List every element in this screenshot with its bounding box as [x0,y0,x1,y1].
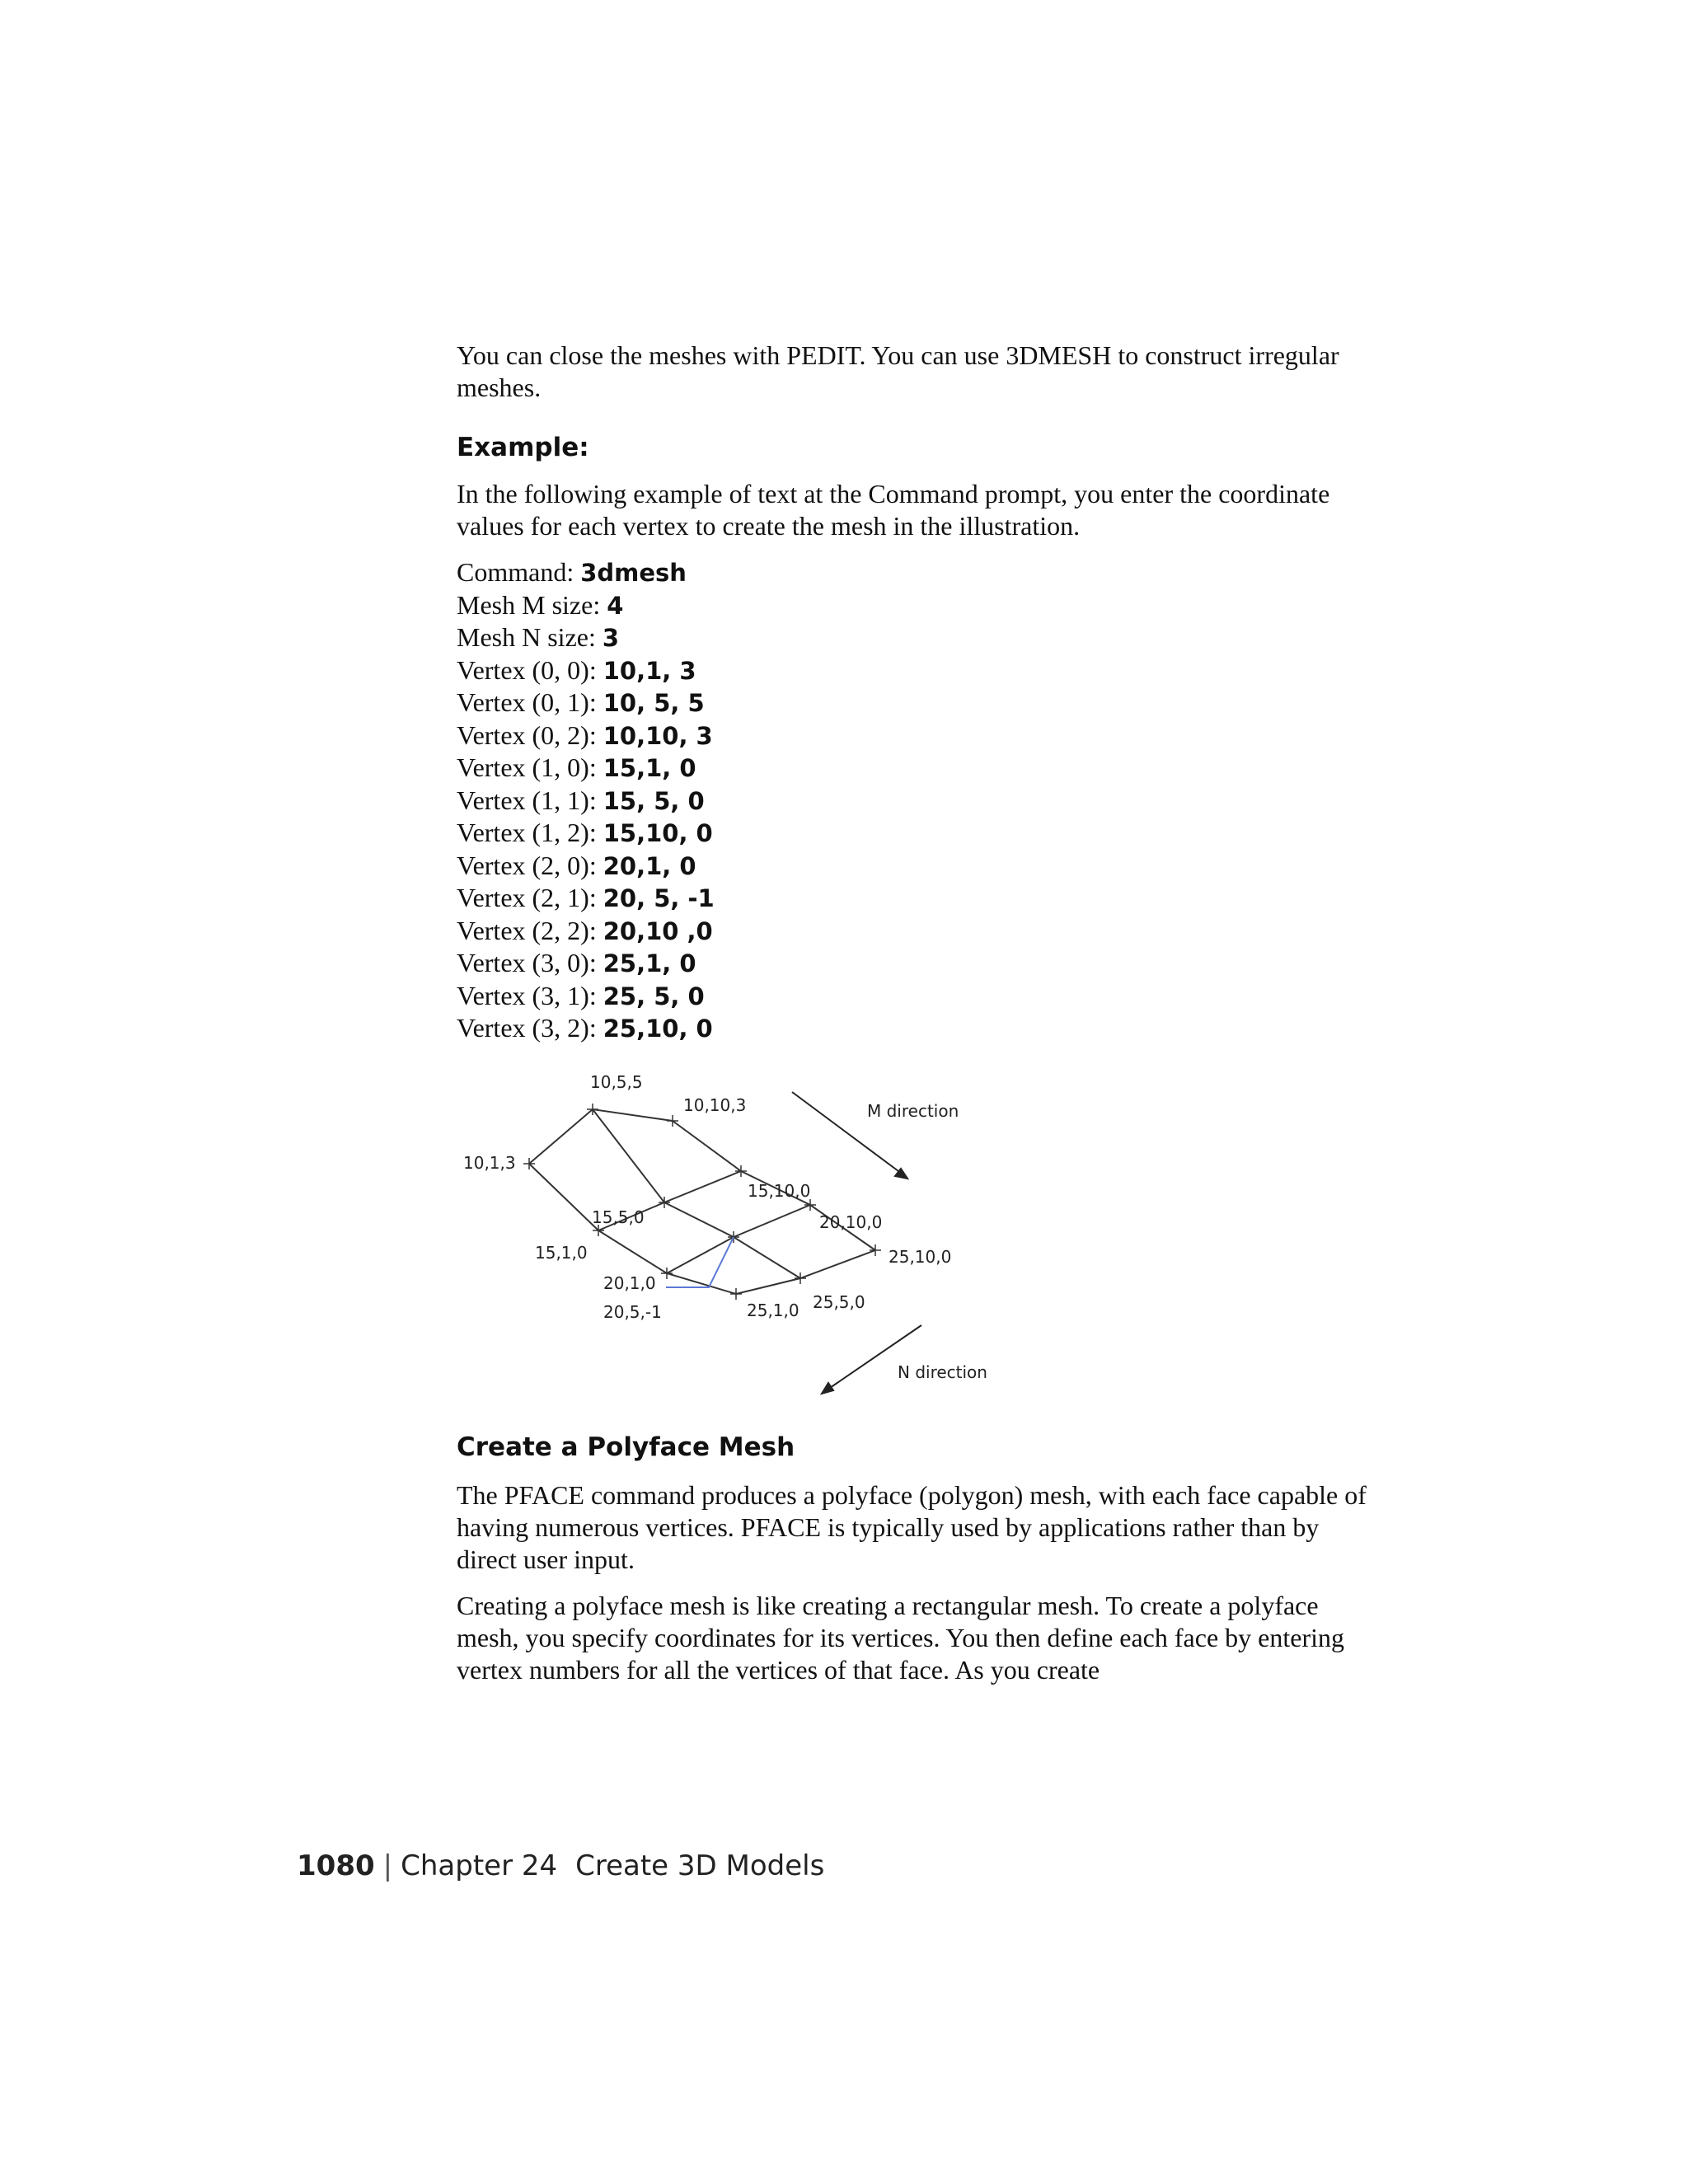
vertex-marker [804,1199,816,1211]
pface-paragraph: The PFACE command produces a polyface (polygon) mesh, with each face capable of having numerous vertices. PFACE is typically used by applications rather than by direct user input. [457,1480,1367,1574]
vertex-marker [730,1288,742,1300]
command-line: Command: 3dmesh [457,557,687,587]
page-footer [297,1848,824,1884]
mesh-edges [529,1109,875,1294]
command-line: Vertex (3, 1): 25, 5, 0 [457,980,705,1010]
direction-arrows [792,1092,921,1394]
vertex-label: 20,5,-1 [603,1302,662,1322]
footer-separator: | [382,1849,393,1882]
mesh-diagram [457,1071,1001,1411]
command-line: Vertex (2, 1): 20, 5, -1 [457,883,715,912]
vertex-marker [795,1272,806,1284]
n-direction-arrowhead [822,1383,833,1394]
command-line: Vertex (1, 0): 15,1, 0 [457,752,696,782]
vertex-label: 10,10,3 [683,1095,747,1115]
mesh-edge-col3 [736,1250,875,1294]
command-line: Vertex (0, 2): 10,10, 3 [457,719,713,750]
vertex-marker [661,1268,673,1279]
vertex-label: 25,10,0 [889,1247,952,1267]
example-paragraph: In the following example of text at the Command prompt, you enter the coordinate values for each vertex to create the mesh in the illustration. [457,479,1330,541]
n-direction-label: N direction [898,1362,987,1382]
command-line: Vertex (3, 2): 25,10, 0 [457,1013,713,1043]
command-line: Vertex (3, 0): 25,1, 0 [457,948,696,977]
chapter-title: Create 3D Models [575,1849,825,1882]
command-transcript [457,556,1380,1045]
chapter-label: Chapter 24 [401,1849,558,1882]
vertex-marker [870,1244,881,1256]
command-line: Vertex (2, 0): 20,1, 0 [457,850,696,880]
text-column-lower [457,1431,1380,1686]
m-direction-label: M direction [867,1101,959,1121]
vertex-markers [523,1104,881,1300]
section-heading: Create a Polyface Mesh [457,1432,795,1462]
command-line: Vertex (0, 1): 10, 5, 5 [457,687,705,717]
vertex-label: 20,1,0 [603,1273,656,1293]
command-line: Vertex (1, 2): 15,10, 0 [457,818,713,847]
polyface-paragraph: Creating a polyface mesh is like creating a rectangular mesh. To create a polyface mesh, you specify coordinates for its vertices. You then define each face by entering vertex numbers for all the vertices of that face. As you create [457,1591,1344,1685]
example-heading: Example: [457,433,589,462]
vertex-marker [735,1165,747,1177]
page-number: 1080 [297,1849,375,1882]
vertex-label: 15,10,0 [748,1181,811,1201]
leader-line [666,1237,734,1287]
vertex-label: 20,10,0 [819,1212,883,1232]
text-column [457,340,1380,1045]
vertex-labels [463,1072,987,1382]
vertex-label: 10,5,5 [590,1072,643,1092]
vertex-label: 15,1,0 [535,1243,588,1263]
command-line: Mesh M size: 4 [457,589,624,620]
mesh-illustration [457,1071,1001,1411]
command-line: Mesh N size: 3 [457,622,620,652]
mesh-edge-col0 [529,1109,673,1164]
command-line: Vertex (1, 1): 15, 5, 0 [457,785,705,815]
vertex-marker [667,1115,678,1127]
vertex-label: 15,5,0 [592,1207,645,1227]
command-line: Vertex (0, 0): 10,1, 3 [457,654,696,685]
command-line: Vertex (2, 2): 20,10 ,0 [457,915,713,945]
intro-paragraph: You can close the meshes with PEDIT. You can use 3DMESH to construct irregular meshes. [457,340,1339,402]
vertex-label: 25,5,0 [813,1292,865,1312]
vertex-label: 10,1,3 [463,1153,516,1173]
vertex-label: 25,1,0 [747,1301,799,1320]
